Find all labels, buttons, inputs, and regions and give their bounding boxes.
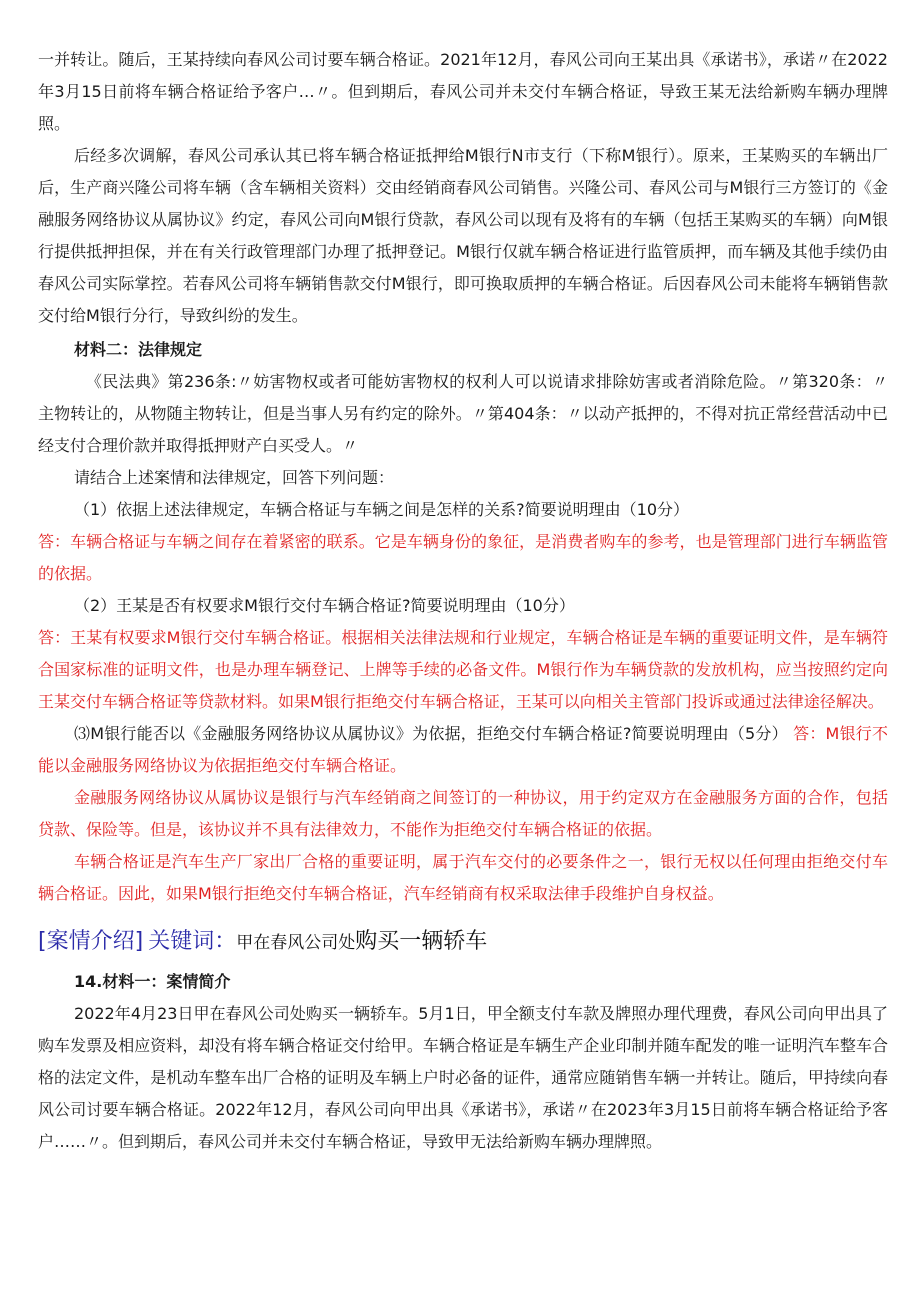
case-paragraph-mediation: 后经多次调解，春风公司承认其已将车辆合格证抵押给M银行N市支行（下称M银行）。原来，王某购买的车辆出厂后，生产商兴隆公司将车辆（含车辆相关资料）交由经销商春风公司销售。兴隆公司、春风公司与M银行三方签订的《金融服务网络协议从属协议》约定，春风公司向M银行贷款，春风公司以现有及将有的车辆（包括王某购买的车辆）向M银行提供抵押担保，并在有关行政管理部门办理了抵押登记。M银行仅就车辆合格证进行监管质押，而车辆及其他手续仍由春风公司实际掌控。若春风公司将车辆销售款交付M银行，即可换取质押的车辆合格证。后因春风公司未能将车辆销售款交付给M银行分行，导致纠纷的发生。 — [38, 146, 888, 325]
instruction-text: 请结合上述案情和法律规定，回答下列问题： — [74, 468, 395, 487]
keyword-big: 购买一辆轿车 — [355, 929, 488, 954]
question-1: （1）依据上述法律规定，车辆合格证与车辆之间是怎样的关系?简要说明理由（10分） — [74, 500, 690, 519]
case-intro-tag: [案情介绍] — [38, 929, 144, 954]
law-provisions: 《民法典》第236条:〃妨害物权或者可能妨害物权的权利人可以说请求排除妨害或者消除危险。〃第320条：〃主物转让的，从物随主物转让，但是当事人另有约定的除外。〃第404条：〃以动产抵押的，不得对抗正常经营活动中已经支付合理价款并取得抵押财产白买受人。〃 — [38, 372, 888, 455]
answer-1: 答：车辆合格证与车辆之间存在着紧密的联系。它是车辆身份的象征，是消费者购车的参考，也是管理部门进行车辆监管的依据。 — [38, 532, 888, 583]
answer-2: 答：王某有权要求M银行交付车辆合格证。根据相关法律法规和行业规定，车辆合格证是车辆的重要证明文件，是车辆符合国家标准的证明文件，也是办理车辆登记、上牌等手续的必备文件。M银行作为车辆贷款的发放机构，应当按照约定向王某交付车辆合格证等贷款材料。如果M银行拒绝交付车辆合格证，王某可以向相关主管部门投诉或通过法律途径解决。 — [38, 628, 888, 711]
question-14-title: 14.材料一：案情简介 — [74, 972, 231, 991]
question-14-body: 2022年4月23日甲在春风公司处购买一辆轿车。5月1日，甲全额支付车款及牌照办理代理费，春风公司向甲出具了购车发票及相应资料，却没有将车辆合格证交付给甲。车辆合格证是车辆生产企业印制并随车配发的唯一证明汽车整车合格的法定文件，是机动车整车出厂合格的证明及车辆上户时必备的证件，通常应随销售车辆一并转让。随后，甲持续向春风公司讨要车辆合格证。2022年12月，春风公司向甲出具《承诺书》，承诺〃在2023年3月15日前将车辆合格证给予客户……〃。但到期后，春风公司并未交付车辆合格证，导致甲无法给新购车辆办理牌照。 — [38, 1004, 888, 1151]
keyword-label: 关键词： — [148, 929, 237, 954]
keyword-small: 甲在春风公司处 — [236, 933, 356, 953]
question-3: ⑶M银行能否以《金融服务网络协议从属协议》为依据，拒绝交付车辆合格证?简要说明理由（5分） — [74, 724, 788, 743]
document-page — [38, 44, 888, 1158]
question-2: （2）王某是否有权要求M银行交付车辆合格证?简要说明理由（10分） — [74, 596, 575, 615]
material-two-heading: 材料二：法律规定 — [74, 340, 203, 359]
question-3-paragraph — [38, 718, 888, 782]
answer-3-paragraph-3: 车辆合格证是汽车生产厂家出厂合格的重要证明，属于汽车交付的必要条件之一，银行无权以任何理由拒绝交付车辆合格证。因此，如果M银行拒绝交付车辆合格证，汽车经销商有权采取法律手段维护自身权益。 — [38, 852, 888, 903]
answer-3-lead: 答：M银行不能以金融服务网络协议为依据拒绝交付车辆合格证。 — [38, 724, 888, 775]
case-paragraph-continued: 一并转让。随后，王某持续向春风公司讨要车辆合格证。2021年12月，春风公司向王某出具《承诺书》，承诺〃在2022年3月15日前将车辆合格证给予客户…〃。但到期后，春风公司并未交付车辆合格证，导致王某无法给新购车辆办理牌照。 — [38, 50, 888, 133]
answer-3-paragraph-2: 金融服务网络协议从属协议是银行与汽车经销商之间签订的一种协议，用于约定双方在金融服务方面的合作，包括贷款、保险等。但是，该协议并不具有法律效力，不能作为拒绝交付车辆合格证的依据。 — [38, 788, 888, 839]
case-intro-header — [38, 920, 888, 964]
